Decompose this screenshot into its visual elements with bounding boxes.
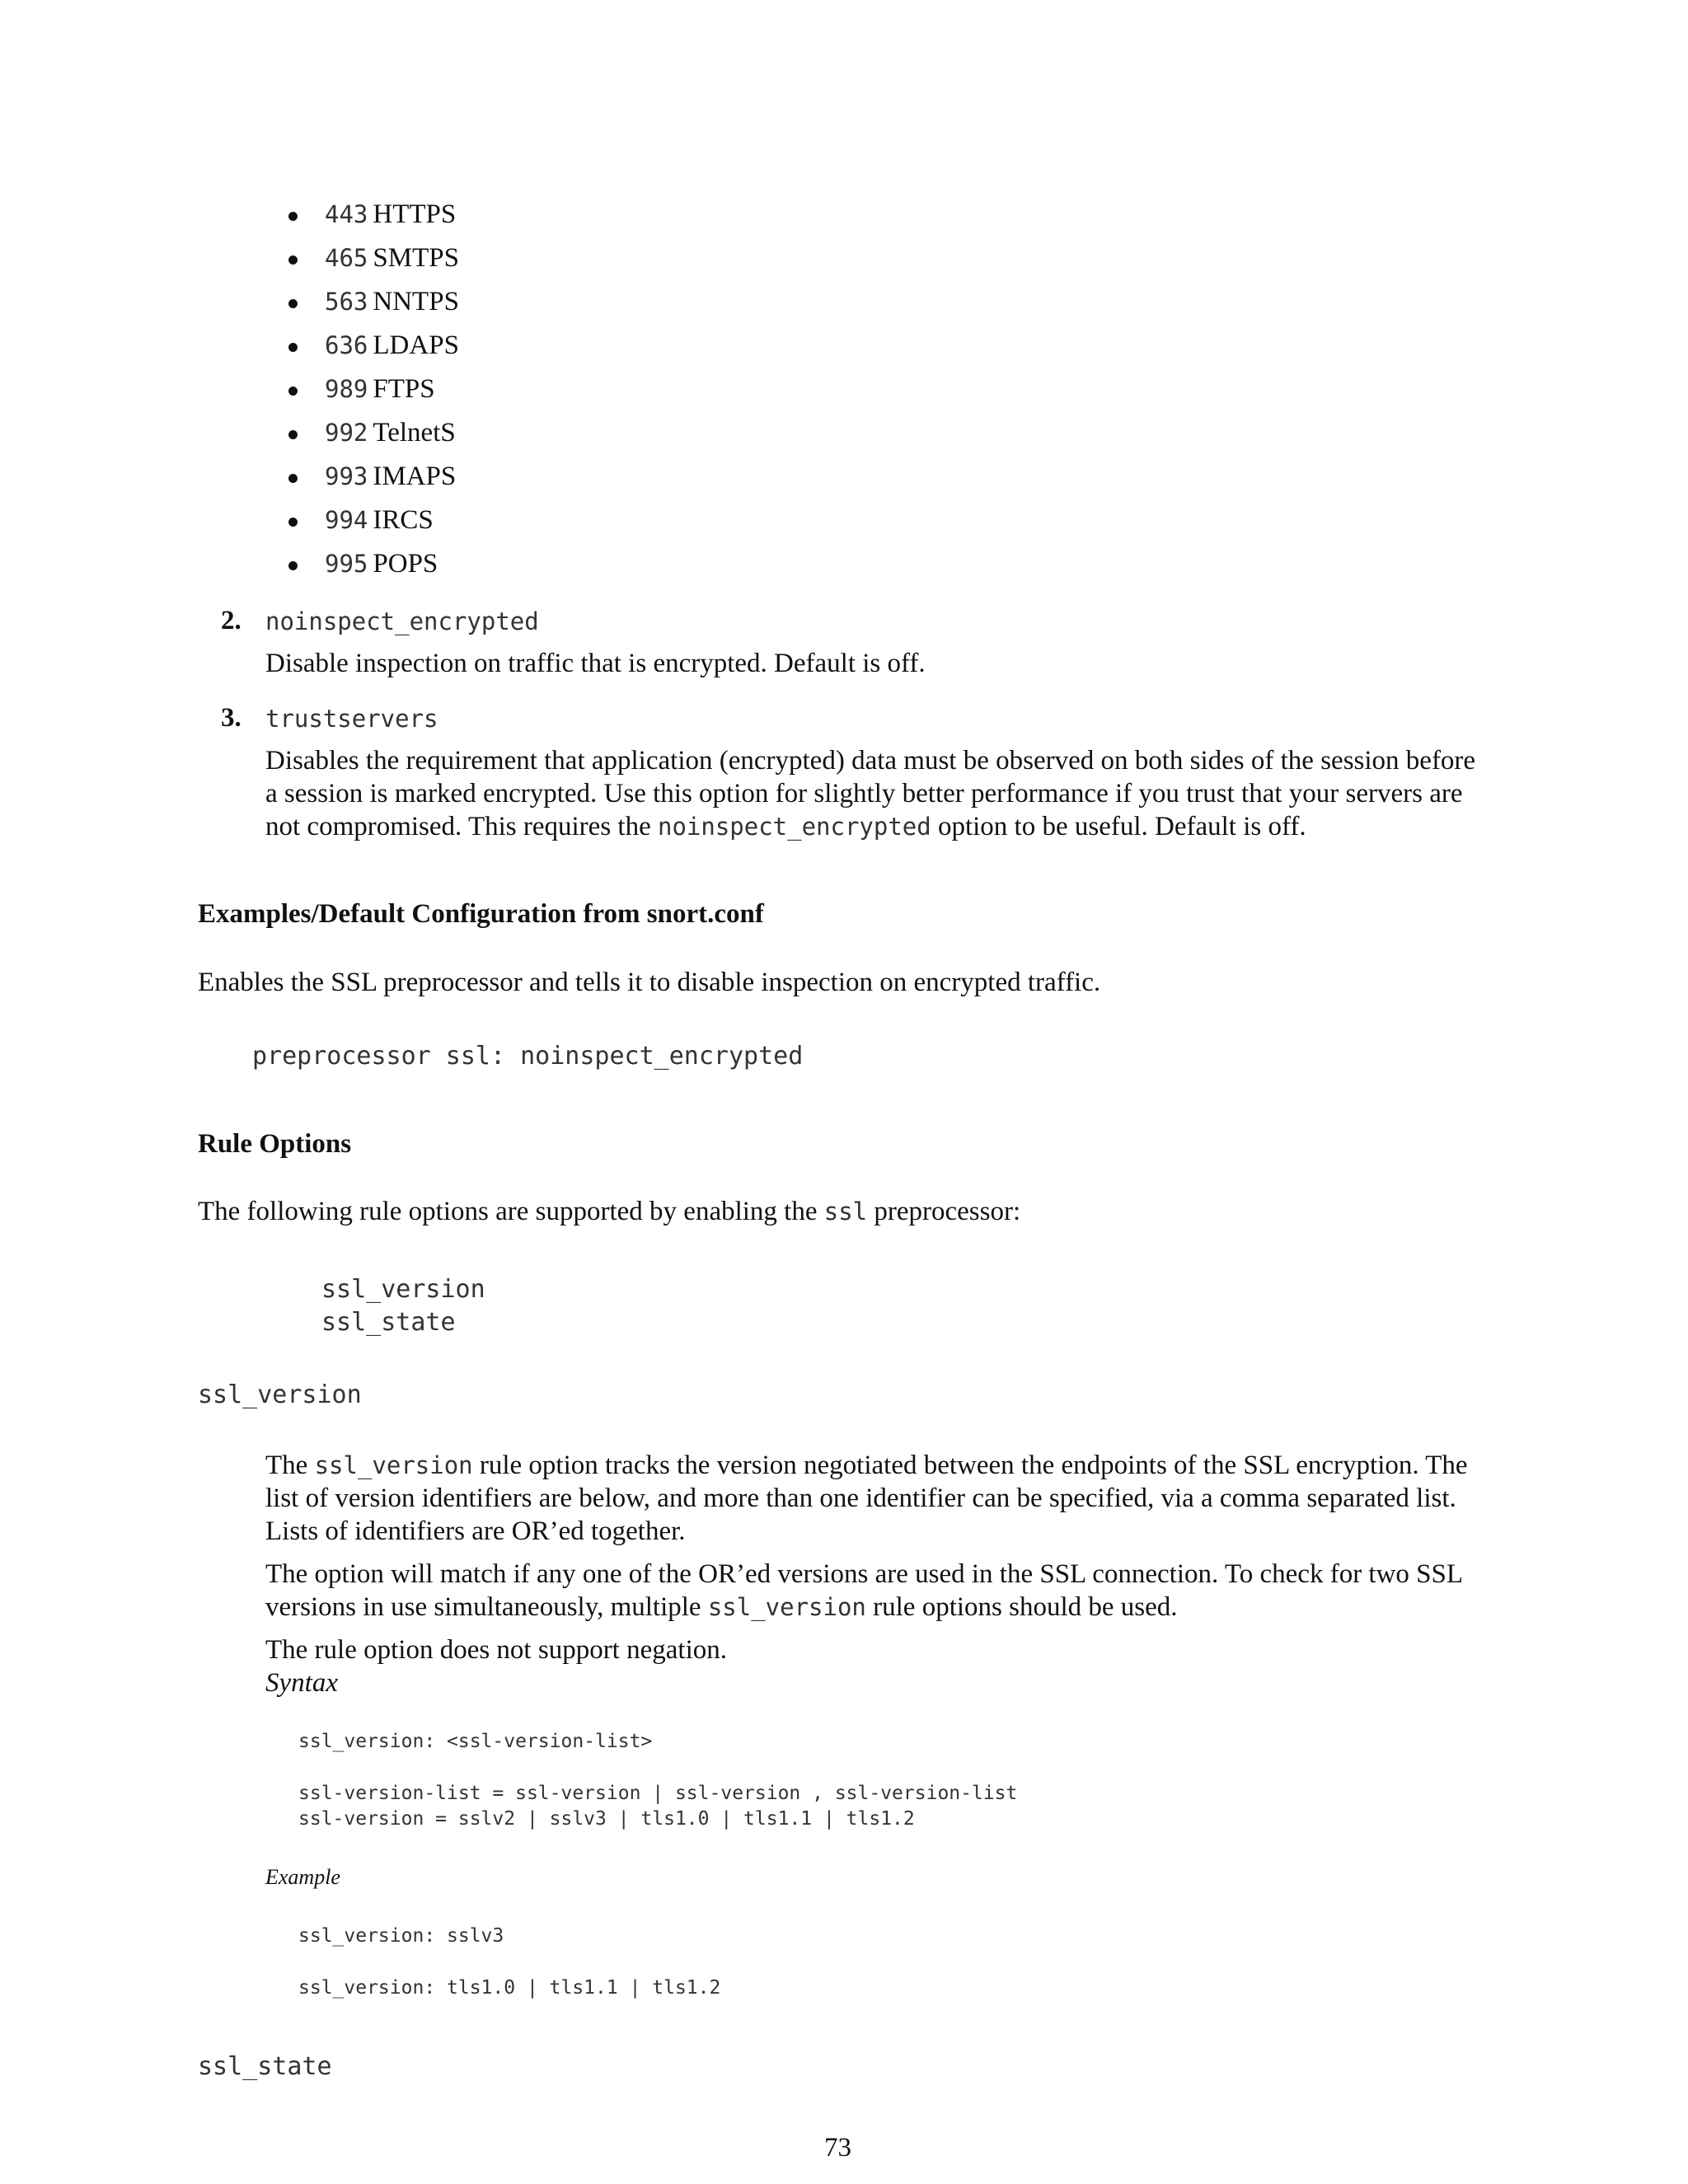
paragraph-line: versions in use simultaneously, multiple ssl_version rule options should be used.: [265, 1592, 1178, 1622]
list-item: 993 IMAPS: [297, 460, 459, 504]
list-item: 443 HTTPS: [297, 198, 459, 241]
code-line: ssl_version: tls1.0 | tls1.1 | tls1.2: [298, 1977, 721, 1999]
code-line: ssl_version: [321, 1275, 485, 1304]
syntax-label: Syntax: [265, 1668, 338, 1698]
bullet-icon: [288, 387, 298, 396]
bullet-icon: [288, 430, 298, 439]
code-line: ssl-version-list = ssl-version | ssl-version , ssl-version-list: [298, 1783, 1018, 1804]
list-item: 465 SMTPS: [297, 241, 459, 285]
paragraph: The following rule options are supported by enabling the ssl preprocessor:: [198, 1197, 1021, 1226]
bullet-icon: [288, 561, 298, 570]
inline-code: ssl_version: [707, 1593, 866, 1621]
page-number: 73: [824, 2133, 851, 2163]
bullet-icon: [288, 474, 298, 483]
code-line: ssl_state: [321, 1308, 456, 1337]
option-name: trustservers: [265, 705, 438, 733]
list-item: 989 FTPS: [297, 373, 459, 416]
option-description-line: Disables the requirement that application (encrypted) data must be observed on both sides of the session before: [265, 746, 1476, 776]
code-line: ssl_version: <ssl-version-list>: [298, 1731, 653, 1752]
item-number: 3.: [221, 703, 241, 733]
option-description-line: not compromised. This requires the noinspect_encrypted option to be useful. Default is off.: [265, 812, 1306, 841]
item-number: 2.: [221, 606, 241, 635]
bullet-icon: [288, 343, 298, 352]
list-item: 994 IRCS: [297, 504, 459, 547]
paragraph-line: The ssl_version rule option tracks the version negotiated between the endpoints of the SSL encryption. The: [265, 1451, 1468, 1480]
paragraph-line: The option will match if any one of the OR’ed versions are used in the SSL connection. To check for two SSL: [265, 1559, 1464, 1589]
bullet-icon: [288, 255, 298, 265]
port-list: [297, 198, 459, 591]
paragraph-line: list of version identifiers are below, and more than one identifier can be specified, via a comma separated list.: [265, 1483, 1456, 1513]
example-label: Example: [265, 1865, 340, 1889]
code-block: preprocessor ssl: noinspect_encrypted: [252, 1042, 804, 1071]
section-heading: Examples/Default Configuration from snort.conf: [198, 899, 764, 929]
list-item: 636 LDAPS: [297, 329, 459, 373]
option-title: ssl_state: [198, 2052, 332, 2081]
bullet-icon: [288, 299, 298, 308]
bullet-icon: [288, 212, 298, 221]
option-name: noinspect_encrypted: [265, 607, 539, 635]
list-item: 995 POPS: [297, 547, 459, 591]
code-line: ssl_version: sslv3: [298, 1925, 504, 1947]
paragraph: Enables the SSL preprocessor and tells it to disable inspection on encrypted traffic.: [198, 968, 1101, 997]
code-line: ssl-version = sslv2 | sslv3 | tls1.0 | tls1.1 | tls1.2: [298, 1808, 915, 1830]
option-description: Disable inspection on traffic that is encrypted. Default is off.: [265, 649, 926, 678]
list-item: 992 TelnetS: [297, 416, 459, 460]
option-description-line: a session is marked encrypted. Use this option for slightly better performance if you trust that your servers are: [265, 779, 1463, 808]
inline-code: noinspect_encrypted: [657, 813, 931, 841]
section-heading: Rule Options: [198, 1129, 352, 1159]
option-title: ssl_version: [198, 1380, 362, 1409]
list-item: 563 NNTPS: [297, 285, 459, 329]
inline-code: ssl_version: [314, 1451, 473, 1479]
inline-code: ssl: [823, 1197, 868, 1226]
paragraph-line: Lists of identifiers are OR’ed together.: [265, 1516, 686, 1546]
paragraph: The rule option does not support negation.: [265, 1635, 727, 1665]
bullet-icon: [288, 518, 298, 527]
